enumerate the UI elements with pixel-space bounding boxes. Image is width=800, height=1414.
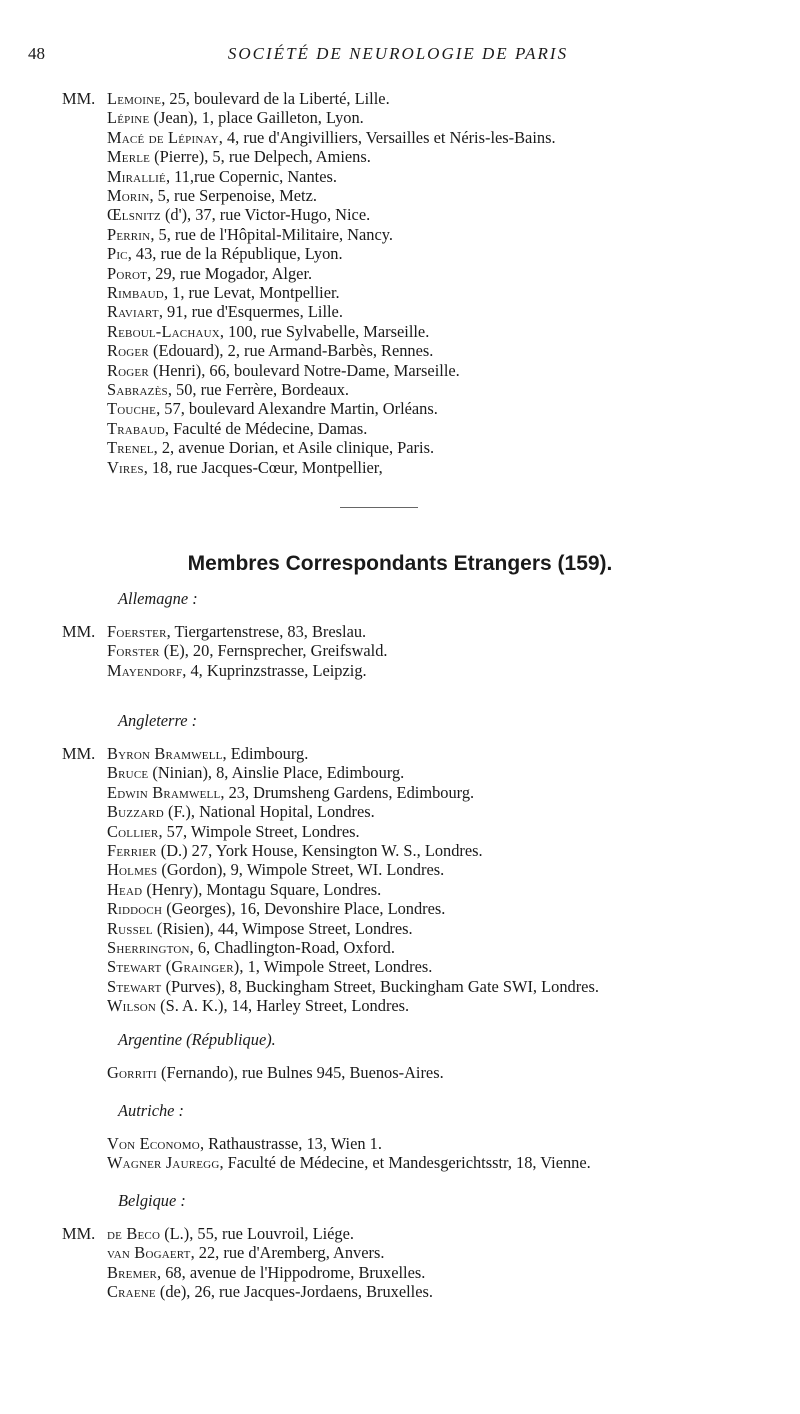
mm-label: MM.: [62, 622, 96, 641]
member-entry: [107, 957, 432, 976]
member-name: Roger: [107, 341, 149, 361]
member-entry: [107, 802, 375, 821]
member-name: Bremer: [107, 1262, 158, 1282]
member-entry: [107, 641, 388, 660]
member-address: , 43, rue de la République, Lyon.: [127, 244, 343, 264]
member-name: Forster: [107, 641, 160, 661]
country-heading: Angleterre :: [118, 711, 198, 730]
member-name: Porot: [107, 263, 148, 283]
member-name: Morin: [107, 186, 150, 205]
member-address: (Jean), 1, place Gailleton, Lyon.: [149, 108, 364, 128]
member-entry: [107, 1282, 433, 1301]
member-name: Lemoine: [107, 89, 162, 108]
member-name: Roger: [107, 360, 149, 380]
member-address: , 25, boulevard de la Liberté, Lille.: [161, 89, 390, 108]
member-name: Bruce: [107, 763, 149, 783]
running-title: SOCIÉTÉ DE NEUROLOGIE DE PARIS: [227, 44, 569, 63]
member-entry: [107, 147, 371, 166]
member-entry: [107, 264, 312, 283]
member-name: Von Economo: [107, 1134, 200, 1153]
member-address: , 1, rue Levat, Montpellier.: [163, 283, 340, 302]
member-address: (Ninian), 8, Ainslie Place, Edimbourg.: [148, 763, 405, 783]
member-entry: [107, 860, 444, 879]
member-address: , 4, rue d'Angivilliers, Versailles et Néris-les-Bains.: [218, 127, 556, 147]
member-address: (E), 20, Fernsprecher, Greifswald.: [159, 641, 388, 661]
member-name: Riddoch: [107, 899, 163, 919]
member-address: , 22, rue d'Aremberg, Anvers.: [190, 1243, 385, 1263]
page-number: 48: [28, 44, 45, 63]
member-name: Head: [107, 879, 143, 899]
member-entry: [107, 322, 429, 341]
member-name: Collier: [107, 821, 159, 841]
country-heading: Allemagne :: [118, 589, 198, 608]
member-entry: [107, 302, 343, 321]
member-entry: [107, 225, 393, 244]
member-name: Vires: [107, 457, 144, 477]
member-name: Touche: [107, 399, 157, 419]
member-name: Œlsnitz: [107, 205, 161, 225]
member-entry: [107, 1224, 354, 1243]
member-address: , Faculté de Médecine, Damas.: [164, 418, 368, 438]
member-address: , 68, avenue de l'Hippodrome, Bruxelles.: [157, 1262, 426, 1282]
mm-label: MM.: [62, 89, 96, 108]
member-entry: [107, 108, 364, 127]
member-address: (Henri), 66, boulevard Notre-Dame, Marseille.: [148, 360, 460, 380]
member-entry: [107, 361, 460, 380]
member-entry: [107, 938, 395, 957]
member-entry: [107, 438, 434, 457]
section-divider: [340, 507, 418, 508]
member-address: , Rathaustrasse, 13, Wien 1.: [199, 1134, 382, 1153]
member-entry: [107, 419, 367, 438]
member-name: Holmes: [107, 860, 158, 880]
member-name: van Bogaert: [107, 1243, 191, 1263]
member-entry: [107, 880, 381, 899]
member-entry: [107, 899, 445, 918]
member-entry: [107, 822, 360, 841]
member-entry: [107, 744, 308, 763]
member-name: Foerster: [107, 622, 167, 641]
member-address: , 5, rue de l'Hôpital-Militaire, Nancy.: [150, 224, 393, 244]
member-address: , Faculté de Médecine, et Mandesgerichtsstr, 18, Vienne.: [219, 1153, 591, 1173]
member-entry: [107, 167, 337, 186]
member-name: Perrin: [107, 224, 151, 244]
member-entry: [107, 783, 474, 802]
member-name: Craene: [107, 1282, 156, 1302]
member-address: (de), 26, rue Jacques-Jordaens, Bruxelles.: [155, 1282, 433, 1302]
page-header: [28, 44, 768, 68]
member-address: , Edimbourg.: [222, 744, 309, 763]
member-address: , 6, Chadlington-Road, Oxford.: [189, 938, 395, 957]
member-name: Stewart (Grainger): [107, 957, 240, 977]
member-entry: [107, 89, 390, 108]
member-entry: [107, 380, 349, 399]
member-entry: [107, 1243, 384, 1262]
member-entry: [107, 128, 556, 147]
member-name: Trenel: [107, 438, 154, 458]
member-name: Macé de Lépinay: [107, 127, 219, 147]
member-name: Mayendorf: [107, 660, 183, 680]
member-name: Lépine: [107, 108, 150, 128]
mm-label: MM.: [62, 1224, 96, 1243]
member-entry: [107, 205, 370, 224]
member-name: Gorriti: [107, 1063, 157, 1082]
member-entry: [107, 1063, 444, 1082]
member-entry: [107, 1153, 591, 1172]
member-entry: [107, 1263, 425, 1282]
country-heading: Autriche :: [118, 1101, 184, 1120]
member-address: (d'), 37, rue Victor-Hugo, Nice.: [160, 205, 371, 225]
member-address: , 50, rue Ferrère, Bordeaux.: [167, 380, 349, 399]
member-entry: [107, 661, 367, 680]
member-address: (Edouard), 2, rue Armand-Barbès, Rennes.: [148, 341, 434, 361]
member-name: Merle: [107, 147, 151, 167]
member-entry: [107, 186, 317, 205]
member-address: (Fernando), rue Bulnes 945, Buenos-Aires.: [156, 1063, 444, 1082]
member-address: , 91, rue d'Esquermes, Lille.: [158, 302, 343, 322]
member-name: Buzzard: [107, 802, 164, 822]
member-address: (F.), National Hopital, Londres.: [163, 802, 375, 822]
member-entry: [107, 244, 343, 263]
member-address: (Pierre), 5, rue Delpech, Amiens.: [150, 147, 371, 167]
member-entry: [107, 622, 366, 641]
member-name: Rimbaud: [107, 283, 164, 302]
member-entry: [107, 841, 483, 860]
country-heading: Belgique :: [118, 1191, 186, 1210]
member-name: de Beco: [107, 1224, 161, 1243]
member-address: (Gordon), 9, Wimpole Street, WI. Londres.: [157, 860, 445, 880]
member-address: (S. A. K.), 14, Harley Street, Londres.: [156, 996, 410, 1016]
member-address: (Georges), 16, Devonshire Place, Londres.: [162, 899, 446, 919]
member-name: Raviart: [107, 302, 159, 322]
member-address: , 18, rue Jacques-Cœur, Montpellier,: [143, 457, 383, 477]
member-address: , 2, avenue Dorian, et Asile clinique, Paris.: [153, 438, 435, 458]
member-entry: [107, 919, 413, 938]
section-title: Membres Correspondants Etrangers (159).: [187, 552, 613, 575]
member-entry: [107, 763, 404, 782]
mm-label: MM.: [62, 744, 96, 763]
member-name: Byron Bramwell: [107, 744, 223, 763]
member-name: Ferrier: [107, 841, 157, 860]
member-name: Pic: [107, 244, 128, 264]
member-address: , 57, Wimpole Street, Londres.: [158, 821, 360, 841]
member-address: , 57, boulevard Alexandre Martin, Orléans.: [156, 399, 438, 419]
member-name: Sherrington: [107, 938, 190, 957]
member-address: , Tiergartenstrese, 83, Breslau.: [166, 622, 367, 641]
member-name: Wagner Jauregg: [107, 1153, 220, 1173]
member-entry: [107, 458, 383, 477]
member-name: Reboul-Lachaux: [107, 321, 220, 341]
member-entry: [107, 341, 433, 360]
member-entry: [107, 977, 599, 996]
member-entry: [107, 996, 409, 1015]
country-heading: Argentine (République).: [118, 1030, 276, 1049]
member-address: (Purves), 8, Buckingham Street, Buckingham Gate SWI, Londres.: [161, 976, 599, 996]
member-name: Russel: [107, 918, 153, 938]
member-address: (L.), 55, rue Louvroil, Liége.: [160, 1224, 354, 1243]
member-entry: [107, 399, 438, 418]
member-address: , 11,rue Copernic, Nantes.: [165, 166, 337, 186]
member-address: (Risien), 44, Wimpose Street, Londres.: [152, 918, 413, 938]
member-address: , 29, rue Mogador, Alger.: [147, 263, 313, 283]
member-address: , 23, Drumsheng Gardens, Edimbourg.: [220, 782, 475, 802]
member-name: Stewart: [107, 976, 162, 996]
member-name: Trabaud: [107, 418, 165, 438]
member-address: (D.) 27, York House, Kensington W. S., Londres.: [156, 841, 483, 860]
member-address: (Henry), Montagu Square, Londres.: [142, 879, 382, 899]
member-name: Edwin Bramwell: [107, 782, 221, 802]
member-entry: [107, 283, 340, 302]
member-address: , 100, rue Sylvabelle, Marseille.: [219, 321, 430, 341]
member-address: , 1, Wimpole Street, Londres.: [239, 957, 433, 977]
member-name: Wilson: [107, 996, 157, 1016]
member-entry: [107, 1134, 382, 1153]
member-name: Sabrazès: [107, 380, 168, 399]
member-address: , 4, Kuprinzstrasse, Leipzig.: [182, 660, 367, 680]
member-address: , 5, rue Serpenoise, Metz.: [149, 186, 317, 205]
member-name: Mirallié: [107, 166, 166, 186]
